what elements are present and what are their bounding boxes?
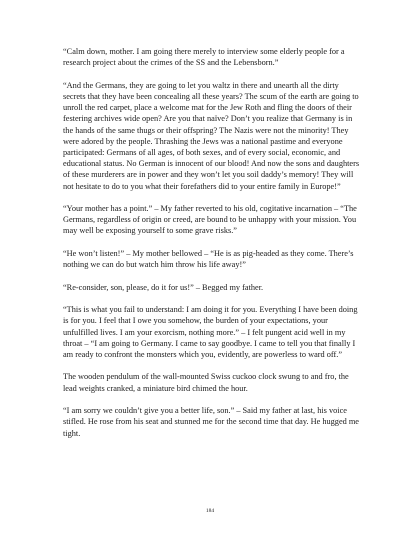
paragraph: “This is what you fail to understand: I am doing it for you. Everything I have been doing is for you. I feel that I owe you somehow, the burden of your expectations, your unfulfilled lives. I am your exorcism, nothing more.” – I felt pungent acid well in my throat – “I am going to Germany. I came to say goodbye. I came to tell you that finally I am ready to confront the monsters which you, evidently, are powerless to ward off.” bbox=[63, 305, 358, 359]
paragraph: “He won’t listen!” – My mother bellowed – “He is as pig-headed as they come. There’s nothing we can do but watch him throw his life away!” bbox=[63, 248, 354, 270]
paragraph: “Your mother has a point.” – My father reverted to his old, cogitative incarnation – “The Germans, regardless of origin or creed, are bound to be unhappy with your mission. You may well be exposing yourself to some grave risks.” bbox=[63, 204, 357, 236]
paragraph: “Calm down, mother. I am going there merely to interview some elderly people for a research project about the crimes of the SS and the Lebensborn.” bbox=[63, 47, 345, 68]
page-number: 184 bbox=[205, 508, 215, 514]
paragraph: “I am sorry we couldn’t give you a better life, son.” – Said my father at last, his voice stifled. He rose from his seat and stunned me for the second time that day. He hugged me tight. bbox=[63, 406, 359, 438]
paragraph: The wooden pendulum of the wall-mounted Swiss cuckoo clock swung to and fro, the lead weights cranked, a miniature bird chimed the hour. bbox=[63, 372, 349, 393]
body-text bbox=[63, 46, 363, 450]
paragraph: “And the Germans, they are going to let you waltz in there and unearth all the dirty secrets that they have been concealing all these years? The scum of the earth are going to unroll the red carpet, place a welcome mat for the Jew Roth and fling the doors of their festering archives wide open? Are you that naïve? Don’t you realize that Germany is in the hands of the same thugs or their offspring? The Nazis were not the minority! They were adored by the people. Thrashing the Jews was a national pastime and everyone participated: Germans of all ages, of both sexes, and of every social, economic, and educational status. No German is innocent of our blood! And now the sons and daughters of these murderers are in power and they won’t let you soil daddy’s memory! They will not hesitate to do to you what their forefathers did to your entire family in Europe!” bbox=[63, 80, 360, 191]
paragraph: “Re-consider, son, please, do it for us!” – Begged my father. bbox=[63, 282, 264, 292]
